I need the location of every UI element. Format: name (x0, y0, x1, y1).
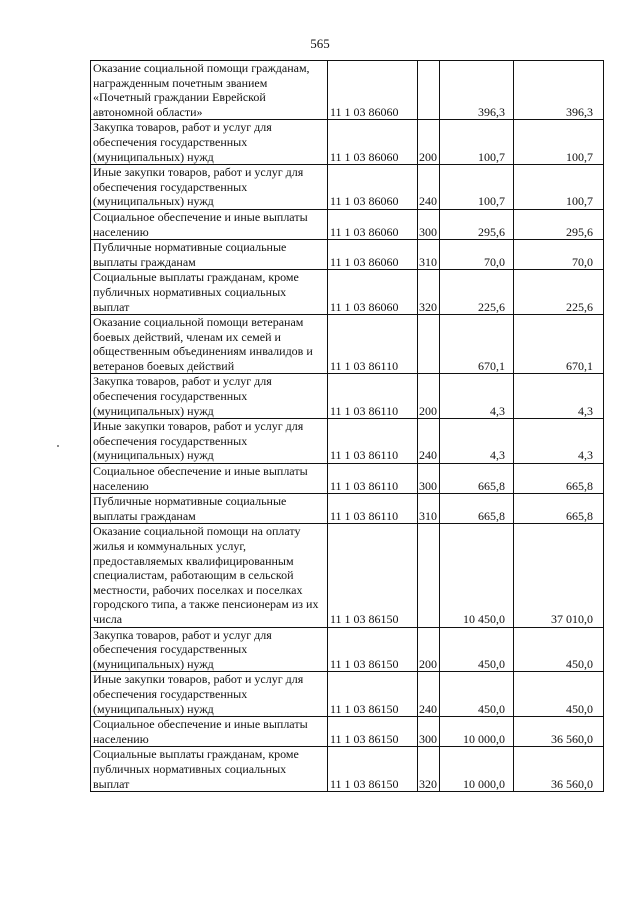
table-row (91, 120, 604, 165)
row-target-code: 11 1 03 86060 (328, 165, 418, 210)
row-target-code: 11 1 03 86060 (328, 61, 418, 120)
row-amount-year-1: 665,8 (440, 494, 514, 524)
table-row (91, 747, 604, 792)
row-amount-year-1: 665,8 (440, 464, 514, 494)
row-amount-year-1: 450,0 (440, 672, 514, 717)
row-expense-type-code: 200 (418, 374, 440, 419)
table-row (91, 419, 604, 464)
row-amount-year-1: 4,3 (440, 374, 514, 419)
row-description: Иные закупки товаров, работ и услуг для обеспечения государственных (муниципальных) нужд (91, 419, 328, 464)
row-amount-year-2: 295,6 (514, 209, 604, 239)
table-row (91, 672, 604, 717)
row-target-code: 11 1 03 86150 (328, 747, 418, 792)
row-description: Иные закупки товаров, работ и услуг для обеспечения государственных (муниципальных) нужд (91, 672, 328, 717)
row-target-code: 11 1 03 86060 (328, 240, 418, 270)
row-amount-year-1: 10 000,0 (440, 747, 514, 792)
row-target-code: 11 1 03 86150 (328, 524, 418, 627)
row-description: Социальное обеспечение и иные выплаты населению (91, 209, 328, 239)
row-expense-type-code: 310 (418, 240, 440, 270)
row-amount-year-2: 100,7 (514, 120, 604, 165)
row-target-code: 11 1 03 86060 (328, 270, 418, 315)
row-amount-year-1: 100,7 (440, 165, 514, 210)
table-row (91, 270, 604, 315)
row-expense-type-code: 300 (418, 464, 440, 494)
row-amount-year-1: 295,6 (440, 209, 514, 239)
row-expense-type-code: 240 (418, 672, 440, 717)
row-description: Социальное обеспечение и иные выплаты населению (91, 464, 328, 494)
row-amount-year-2: 36 560,0 (514, 717, 604, 747)
row-amount-year-1: 396,3 (440, 61, 514, 120)
row-amount-year-2: 450,0 (514, 672, 604, 717)
row-amount-year-1: 4,3 (440, 419, 514, 464)
table-row (91, 240, 604, 270)
row-amount-year-2: 70,0 (514, 240, 604, 270)
row-expense-type-code: 310 (418, 494, 440, 524)
row-target-code: 11 1 03 86150 (328, 672, 418, 717)
row-target-code: 11 1 03 86110 (328, 315, 418, 374)
row-amount-year-1: 10 450,0 (440, 524, 514, 627)
row-amount-year-1: 10 000,0 (440, 717, 514, 747)
row-target-code: 11 1 03 86110 (328, 464, 418, 494)
row-expense-type-code (418, 524, 440, 627)
budget-table (90, 60, 604, 792)
row-expense-type-code: 320 (418, 747, 440, 792)
row-description: Закупка товаров, работ и услуг для обеспечения государственных (муниципальных) нужд (91, 627, 328, 672)
row-description: Иные закупки товаров, работ и услуг для обеспечения государственных (муниципальных) нужд (91, 165, 328, 210)
row-amount-year-2: 37 010,0 (514, 524, 604, 627)
row-expense-type-code: 240 (418, 165, 440, 210)
row-expense-type-code: 300 (418, 209, 440, 239)
table-row (91, 209, 604, 239)
row-target-code: 11 1 03 86060 (328, 209, 418, 239)
row-expense-type-code (418, 61, 440, 120)
row-expense-type-code (418, 315, 440, 374)
row-target-code: 11 1 03 86110 (328, 419, 418, 464)
scan-speck (57, 445, 59, 447)
table-row (91, 627, 604, 672)
page-number: 565 (310, 36, 330, 51)
row-amount-year-2: 396,3 (514, 61, 604, 120)
row-description: Закупка товаров, работ и услуг для обеспечения государственных (муниципальных) нужд (91, 120, 328, 165)
row-amount-year-1: 100,7 (440, 120, 514, 165)
row-amount-year-2: 450,0 (514, 627, 604, 672)
row-description: Публичные нормативные социальные выплаты гражданам (91, 494, 328, 524)
budget-table-body (91, 61, 604, 792)
row-expense-type-code: 200 (418, 627, 440, 672)
row-amount-year-2: 36 560,0 (514, 747, 604, 792)
row-amount-year-2: 4,3 (514, 374, 604, 419)
row-amount-year-1: 450,0 (440, 627, 514, 672)
table-row (91, 315, 604, 374)
row-amount-year-2: 4,3 (514, 419, 604, 464)
row-target-code: 11 1 03 86110 (328, 374, 418, 419)
table-row (91, 717, 604, 747)
row-description: Закупка товаров, работ и услуг для обеспечения государственных (муниципальных) нужд (91, 374, 328, 419)
row-amount-year-1: 225,6 (440, 270, 514, 315)
table-row (91, 165, 604, 210)
row-expense-type-code: 240 (418, 419, 440, 464)
row-expense-type-code: 320 (418, 270, 440, 315)
row-amount-year-2: 100,7 (514, 165, 604, 210)
table-row (91, 524, 604, 627)
row-description: Оказание социальной помощи ветеранам боевых действий, членам их семей и общественным объединениям инвалидов и ветеранов боевых действий (91, 315, 328, 374)
row-target-code: 11 1 03 86110 (328, 494, 418, 524)
table-row (91, 374, 604, 419)
row-description: Социальное обеспечение и иные выплаты населению (91, 717, 328, 747)
row-target-code: 11 1 03 86150 (328, 717, 418, 747)
row-amount-year-2: 665,8 (514, 494, 604, 524)
row-description: Оказание социальной помощи на оплату жилья и коммунальных услуг, предоставляемых квалифицированным специалистам, работающим в сельской местности, рабочих поселках и поселках городского типа, а также пенсионерам из их числа (91, 524, 328, 627)
row-description: Социальные выплаты гражданам, кроме публичных нормативных социальных выплат (91, 270, 328, 315)
row-amount-year-2: 670,1 (514, 315, 604, 374)
table-row (91, 494, 604, 524)
row-amount-year-1: 70,0 (440, 240, 514, 270)
row-target-code: 11 1 03 86150 (328, 627, 418, 672)
row-amount-year-2: 225,6 (514, 270, 604, 315)
row-description: Оказание социальной помощи гражданам, награжденным почетным званием «Почетный граждании Еврейской автономной области» (91, 61, 328, 120)
row-expense-type-code: 200 (418, 120, 440, 165)
table-row (91, 61, 604, 120)
row-description: Публичные нормативные социальные выплаты гражданам (91, 240, 328, 270)
row-amount-year-2: 665,8 (514, 464, 604, 494)
row-description: Социальные выплаты гражданам, кроме публичных нормативных социальных выплат (91, 747, 328, 792)
table-row (91, 464, 604, 494)
row-target-code: 11 1 03 86060 (328, 120, 418, 165)
row-amount-year-1: 670,1 (440, 315, 514, 374)
row-expense-type-code: 300 (418, 717, 440, 747)
